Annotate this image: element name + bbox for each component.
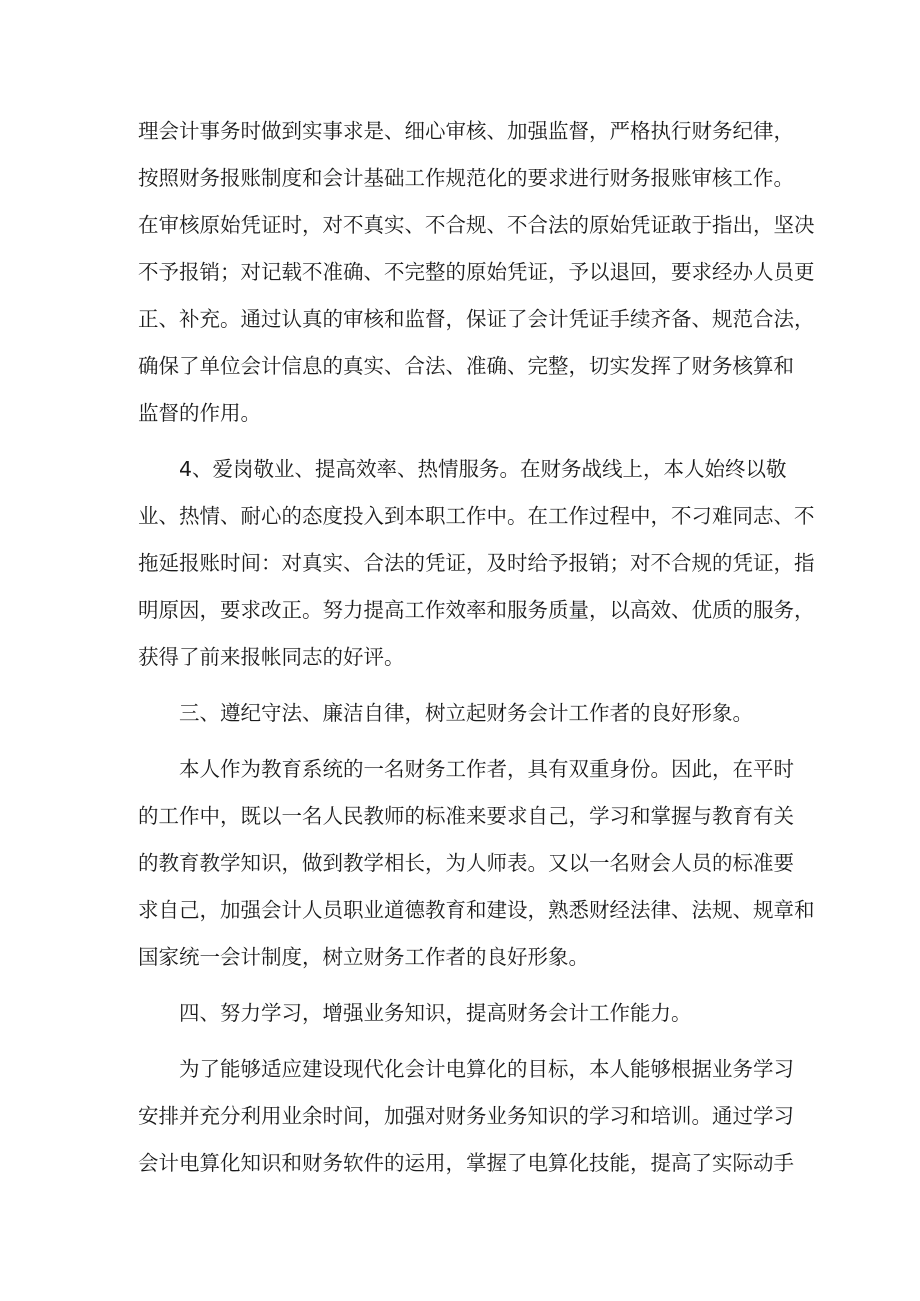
text-line: 的教育教学知识，做到教学相长，为人师表。又以一名财会人员的标准要 [138,851,794,875]
text-line: 不予报销；对记载不准确、不完整的原始凭证，予以退回，要求经办人员更 [138,260,815,284]
paragraph-dual-identity [138,746,815,981]
text-line: 会计电算化知识和财务软件的运用，掌握了电算化技能，提高了实际动手 [138,1151,794,1175]
text-line: 的工作中，既以一名人民教师的标准来要求自己，学习和掌握与教育有关 [138,804,794,828]
section-heading-four [138,990,798,1037]
text-line: 国家统一会计制度，树立财务工作者的良好形象。 [138,945,589,969]
text-line: 获得了前来报帐同志的好评。 [138,645,405,669]
text-line: 拖延报账时间：对真实、合法的凭证，及时给予报销；对不合规的凭证，指 [138,551,815,575]
text-line: 本人作为教育系统的一名财务工作者，具有双重身份。因此，在平时 [179,757,794,781]
section-heading: 四、努力学习，增强业务知识，提高财务会计工作能力。 [179,1001,692,1025]
text-line: 安排并充分利用业余时间，加强对财务业务知识的学习和培训。通过学习 [138,1104,794,1128]
text-line: 确保了单位会计信息的真实、合法、准确、完整，切实发挥了财务核算和 [138,354,794,378]
text-line: 4、爱岗敬业、提高效率、热情服务。在财务战线上，本人始终以敬 [179,457,787,481]
section-heading-three [138,690,798,737]
paragraph-study [138,1046,798,1187]
section-heading: 三、遵纪守法、廉洁自律，树立起财务会计工作者的良好形象。 [179,701,753,725]
text-line: 正、补充。通过认真的审核和监督，保证了会计凭证手续齐备、规范合法， [138,307,815,331]
document-body [138,108,815,1187]
text-line: 业、热情、耐心的态度投入到本职工作中。在工作过程中，不刁难同志、不 [138,504,815,528]
paragraph-audit-work [138,108,815,437]
paragraph-dedication [138,446,815,681]
text-line: 理会计事务时做到实事求是、细心审核、加强监督，严格执行财务纪律， [138,119,794,143]
text-line: 明原因，要求改正。努力提高工作效率和服务质量，以高效、优质的服务， [138,598,815,622]
text-line: 按照财务报账制度和会计基础工作规范化的要求进行财务报账审核工作。 [138,166,794,190]
text-line: 求自己，加强会计人员职业道德教育和建设，熟悉财经法律、法规、规章和 [138,898,815,922]
text-line: 在审核原始凭证时，对不真实、不合规、不合法的原始凭证敢于指出，坚决 [138,213,815,237]
text-line: 为了能够适应建设现代化会计电算化的目标，本人能够根据业务学习 [179,1057,794,1081]
text-line: 监督的作用。 [138,401,261,425]
